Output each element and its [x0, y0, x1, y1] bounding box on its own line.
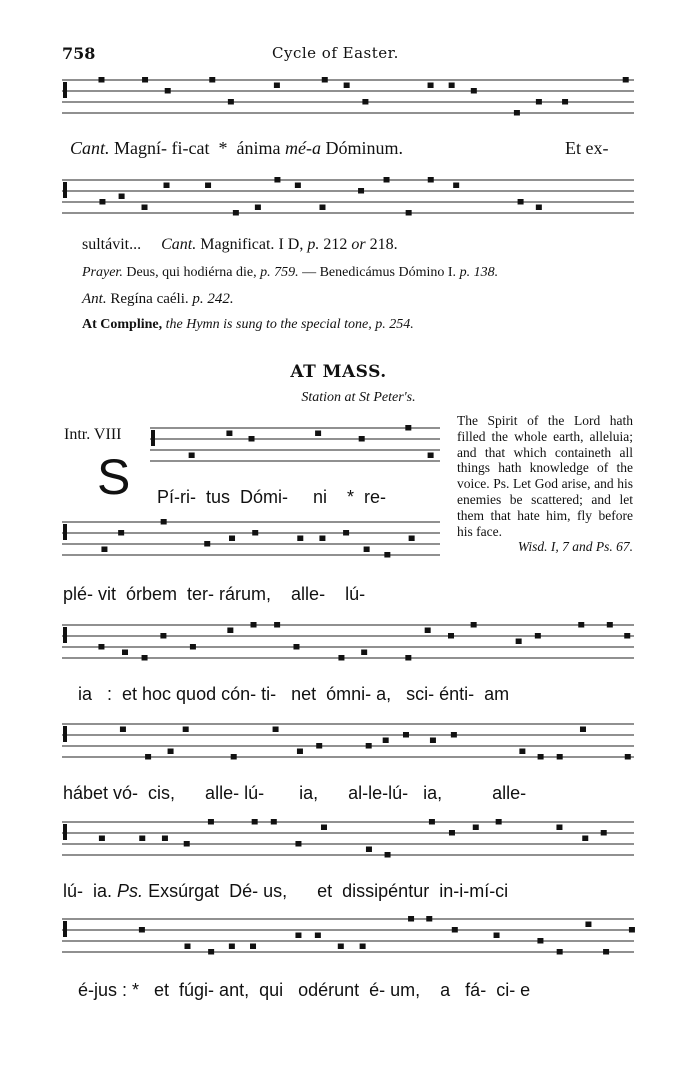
- lyric-text: lú- ia.: [63, 881, 113, 901]
- page-ref: 212: [323, 236, 348, 253]
- drop-cap: S: [97, 449, 131, 505]
- ps-label: Ps.: [117, 881, 144, 901]
- page-ref: p. 138.: [459, 265, 499, 280]
- compline-bold: At Compline,: [82, 317, 163, 332]
- mass-heading: AT MASS.: [290, 362, 387, 382]
- dash: —: [302, 265, 317, 280]
- ant-label: Ant.: [82, 291, 107, 307]
- prayer-label: Prayer.: [82, 265, 123, 280]
- compline-line: [82, 317, 414, 333]
- lyric-text: Dóminum.: [325, 138, 403, 158]
- lyric-line-c: ia : et hoc quod cón- ti- net ómni- a, sci- énti- am: [78, 684, 510, 704]
- benedicamus: Benedicámus Dómino I.: [319, 265, 457, 280]
- page-ref: p. 254.: [375, 317, 414, 332]
- lyric-line-1: [70, 138, 403, 159]
- lyric-line-f: é-jus : * et fúgi- ant, qui odérunt é- um, a fá- ci- e: [78, 980, 531, 1000]
- lyric-line-d: hábet vó- cis, alle- lú- ia, al-le-lú- ia, alle-: [63, 783, 527, 803]
- magnificat-label: Magnificat.: [200, 236, 275, 253]
- translation-text: The Spirit of the Lord hath filled the whole earth, alleluia; and that which containeth all things hath knowledge of the voice. Ps. Let God arise, and his enemies be scattered; and let them that hate him, fly before his face.: [457, 413, 633, 539]
- page-ref: p. 242.: [192, 291, 234, 307]
- translation-block: [457, 413, 633, 555]
- lyric-line-a: Pí-ri- tus Dómi- ni * re-: [157, 487, 387, 507]
- or-label: or: [351, 236, 366, 253]
- compline-italic: the Hymn is sung to the special tone,: [165, 317, 372, 332]
- station-subtitle: Station at St Peter's.: [301, 390, 416, 405]
- cant-label: Cant.: [70, 138, 110, 158]
- mode: I D,: [278, 236, 304, 253]
- antiphon-line: [82, 291, 234, 308]
- lyric-text: Magní- fi-cat: [114, 138, 210, 158]
- cant-label: Cant.: [161, 236, 197, 253]
- page-ref: p. 759.: [260, 265, 299, 280]
- lyric-text: sultávit...: [82, 236, 142, 253]
- translation-reference: Wisd. I, 7 and Ps. 67.: [517, 539, 633, 555]
- running-title: Cycle of Easter.: [272, 44, 399, 62]
- lyric-line-b: plé- vit órbem ter- rárum, alle- lú-: [63, 584, 366, 604]
- star: *: [218, 138, 228, 158]
- p-label: p.: [307, 236, 320, 253]
- prayer-line: [82, 265, 498, 281]
- ant-text: Regína caéli.: [110, 291, 189, 307]
- lyric-text: mé-a: [284, 138, 321, 158]
- prayer-text: Deus, qui hodiérna die,: [126, 265, 257, 280]
- lyric-line-1-end: Et ex-: [565, 138, 609, 158]
- lyric-line-e: [63, 881, 508, 902]
- lyric-text: ánima: [236, 138, 281, 158]
- lyric-line-2: [82, 236, 398, 254]
- page-number: 758: [62, 44, 96, 63]
- lyric-text: Exsúrgat Dé- us, et dissipéntur in-i-mí-ci: [148, 881, 509, 901]
- page-ref: 218.: [369, 236, 398, 253]
- introit-label: Intr. VIII: [64, 426, 122, 443]
